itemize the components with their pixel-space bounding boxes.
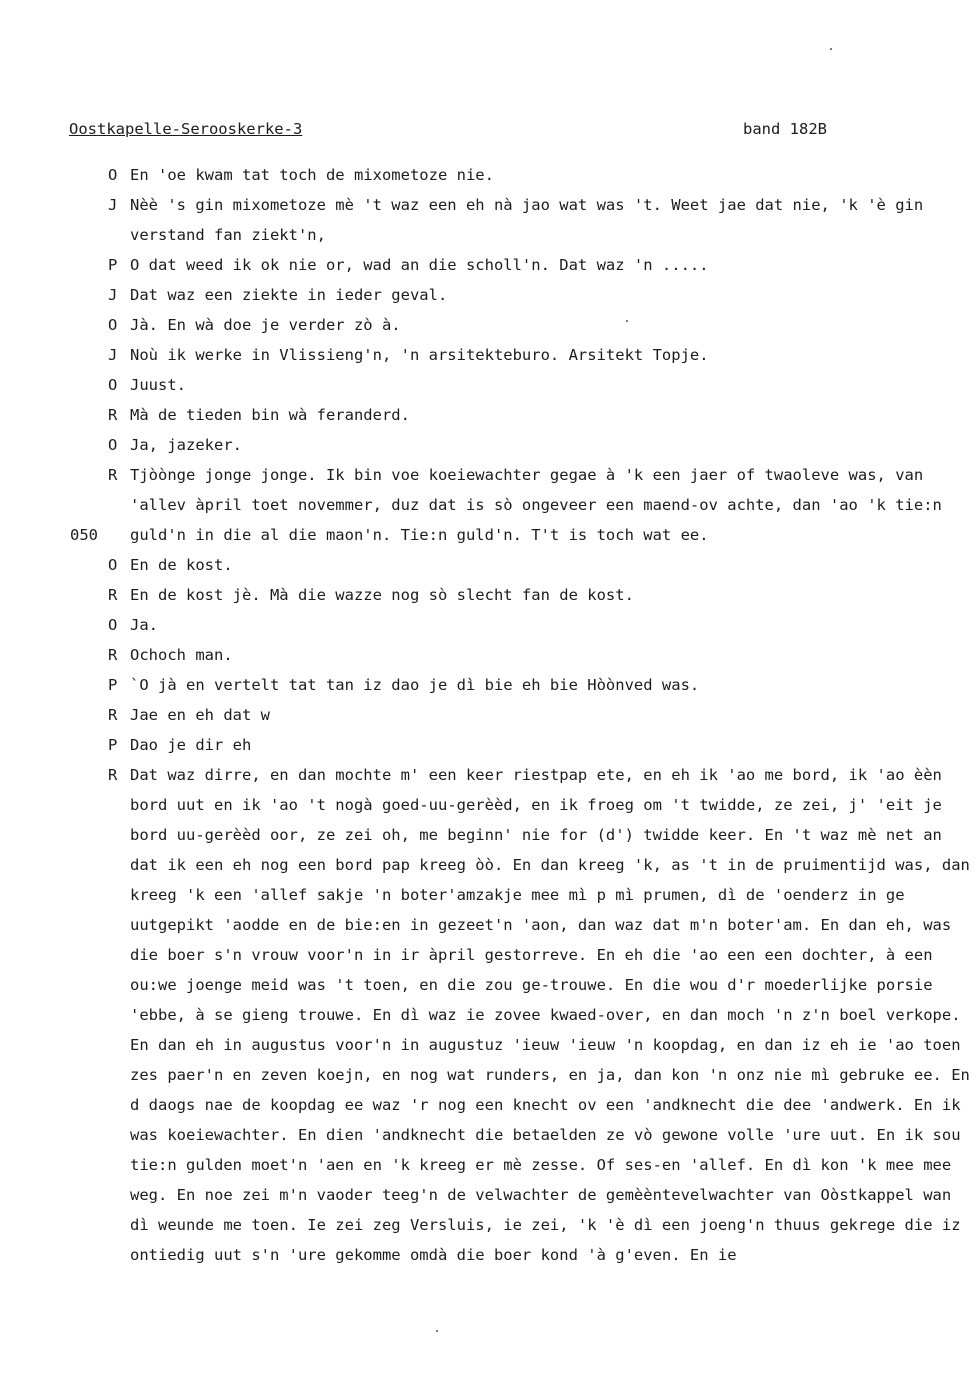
utterance-text: Dao je dir eh (130, 736, 252, 754)
utterance (108, 280, 974, 310)
utterance-text: O dat weed ik ok nie or, wad an die scholl'n. Dat waz 'n ..... (130, 256, 709, 274)
utterance (108, 670, 974, 700)
speaker-label: O (108, 376, 118, 394)
speaker-label: J (108, 346, 118, 364)
speaker-label: R (108, 586, 118, 604)
speaker-label: P (108, 736, 118, 754)
scan-speck (436, 1330, 438, 1332)
utterance (108, 310, 974, 340)
utterance (70, 460, 974, 550)
tape-reference: band 182B (743, 120, 827, 138)
utterance-text: En de kost jè. Mà die wazze nog sò slecht fan de kost. (130, 586, 634, 604)
utterance (108, 580, 974, 610)
utterance-text: `O jà en vertelt tat tan iz dao je dì bie eh bie Hòònved was. (130, 676, 700, 694)
utterance-text: Noù ik werke in Vlissieng'n, 'n arsitekteburo. Arsitekt Topje. (130, 346, 709, 364)
speaker-label: O (108, 316, 118, 334)
utterance (108, 250, 974, 280)
speaker-label: R (108, 646, 118, 664)
utterance-text: Nèè 's gin mixometoze mè 't waz een eh nà jao wat was 't. Weet jae dat nie, 'k 'è gin verstand fan ziekt'n, (130, 196, 924, 244)
utterance (108, 160, 974, 190)
speaker-label: O (108, 556, 118, 574)
utterance-text: Juust. (130, 376, 186, 394)
transcript (70, 160, 974, 1270)
utterance (108, 760, 974, 1270)
utterance (108, 610, 974, 640)
utterance-text: En 'oe kwam tat toch de mixometoze nie. (130, 166, 494, 184)
line-number: 050 (70, 526, 98, 544)
speaker-label: P (108, 256, 118, 274)
utterance-text: En de kost. (130, 556, 233, 574)
utterance (108, 340, 974, 370)
speaker-label: J (108, 286, 118, 304)
utterance-text: Tjòònge jonge jonge. Ik bin voe koeiewachter gegae à 'k een jaer of twaoleve was, van 'allev àpril toet novemmer, duz dat is sò ongeveer een maend-ov achte, dan 'ao 'k tie:n guld'n in die al die maon'n. Tie:n guld'n. T't is toch wat ee. (130, 466, 942, 544)
utterance-text: Jae en eh dat w (130, 706, 270, 724)
speaker-label: R (108, 766, 118, 784)
utterance-text: Dat waz dirre, en dan mochte m' een keer riestpap ete, en eh ik 'ao me bord, ik 'ao èèn bord uut en ik 'ao 't nogà goed-uu-gerèèd, en ik froeg om 't twidde, ze zei, j' 'eit je bord uu-gerèèd oor, ze zei oh, me beginn' nie for (d') twidde keer. En 't waz mè net an dat ik een eh nog een bord pap kreeg òò. En dan kreeg 'k, as 't in de pruimentijd was, dan kreeg 'k een 'allef sakje 'n boter'amzakje mee mì p mì prumen, dì de 'oenderz in ge uutgepikt 'aodde en de bie:en in gezeet'n 'aon, dan waz dat m'n boter'am. En dan eh, was die boer s'n vrouw voor'n in ir àpril gestorreve. En eh die 'ao een een dochter, à een ou:we joenge meid was 't toen, en die zou ge-trouwe. En die wou d'r moederlijke porsie 'ebbe, à se gieng trouwe. En dì waz ie zovee kwaed-over, en dan moch 'n z'n boel verkope. En dan eh in augustus voor'n in augustuz 'ieuw 'ieuw 'n koopdag, en dan iz eh ie 'ao toen zes paer'n en zeven koejn, en nog wat runders, en ja, dan kon 'n onz nie mì gebruke ee. En d daogs nae de koopdag ee waz 'r nog een knecht ov een 'andknecht die dee 'andwerk. En ik was koeiewachter. En dien 'andknecht die betaelden ze vò gewone volle 'ure uut. En ik sou tie:n gulden moet'n 'aen en 'k kreeg er mè zesse. Of ses-en 'allef. En dì kon 'k mee mee weg. En noe zei m'n vaoder teeg'n de velwachter de gemèèntevelwachter van Oòstkappel wan dì weunde me toen. Ie zei zeg Versluis, ie zei, 'k 'è dì een joeng'n thuus gekrege die iz ontiedig uut s'n 'ure gekomme omdà die boer kond 'à g'even. En ie (130, 766, 970, 1264)
speaker-label: O (108, 166, 118, 184)
utterance (108, 730, 974, 760)
document-title: Oostkapelle-Serooskerke-3 (69, 120, 303, 138)
utterance-text: Mà de tieden bin wà feranderd. (130, 406, 410, 424)
utterance (108, 640, 974, 670)
utterance (108, 550, 974, 580)
utterance-text: Ja. (130, 616, 158, 634)
speaker-label: P (108, 676, 118, 694)
utterance (108, 400, 974, 430)
utterance (108, 430, 974, 460)
utterance-text: Ja, jazeker. (130, 436, 242, 454)
utterance (108, 190, 974, 250)
scan-speck (626, 320, 628, 322)
utterance-text: Ochoch man. (130, 646, 233, 664)
speaker-label: O (108, 436, 118, 454)
speaker-label: J (108, 196, 118, 214)
utterance-text: Jà. En wà doe je verder zò à. (130, 316, 401, 334)
speaker-label: O (108, 616, 118, 634)
speaker-label: R (108, 706, 118, 724)
speaker-label: R (108, 466, 118, 484)
speaker-label: R (108, 406, 118, 424)
scan-speck (830, 48, 832, 50)
utterance (108, 700, 974, 730)
utterance (108, 370, 974, 400)
utterance-text: Dat waz een ziekte in ieder geval. (130, 286, 448, 304)
